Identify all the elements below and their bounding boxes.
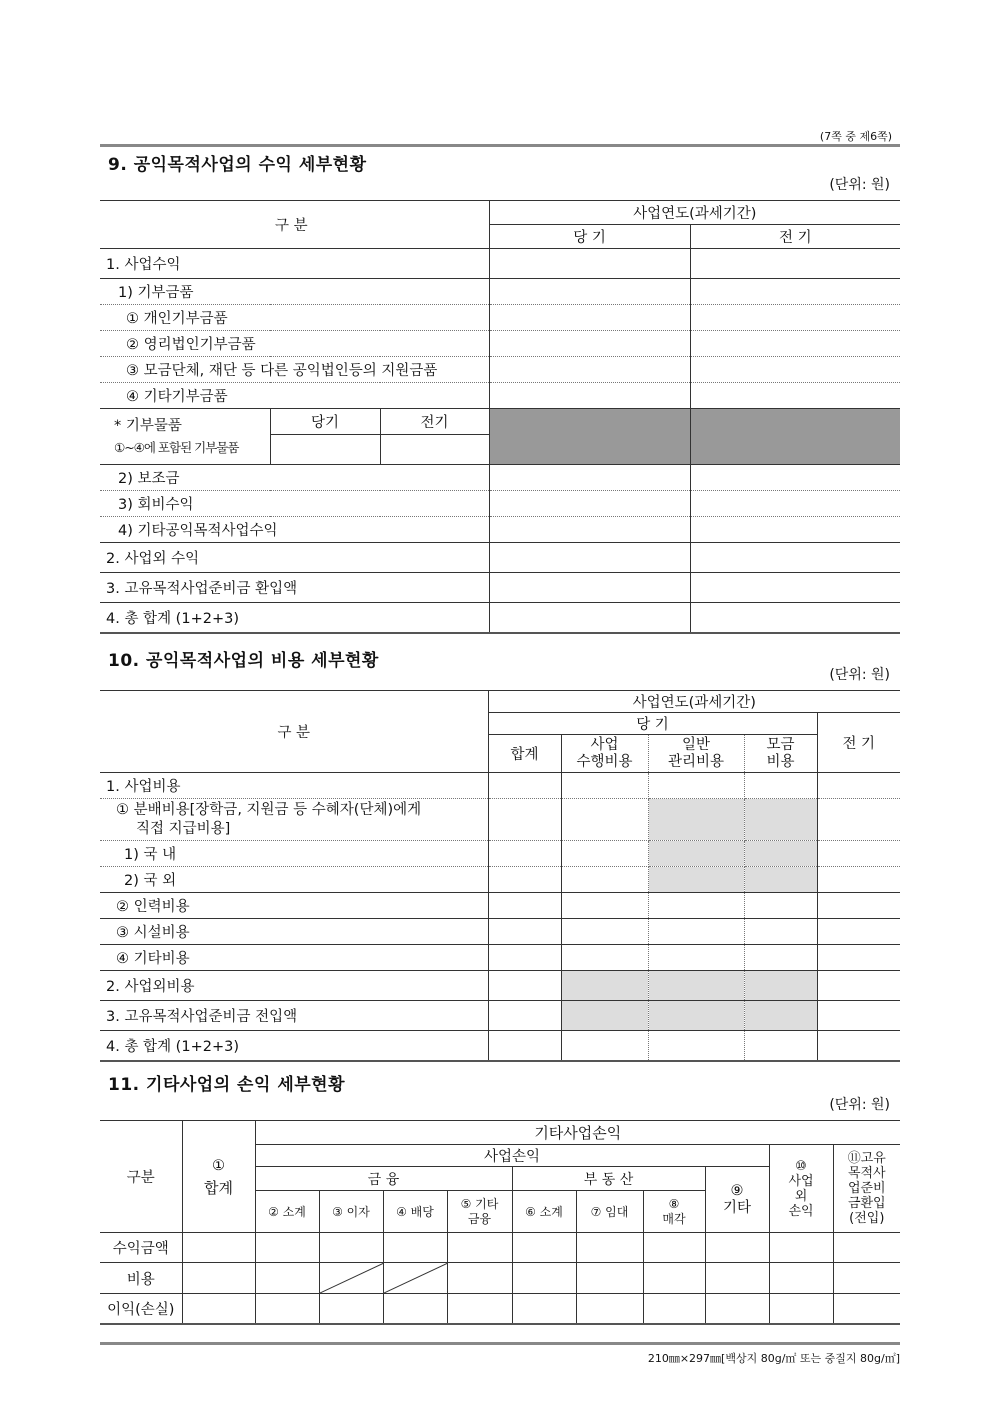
col8-num: ⑧ — [668, 1196, 680, 1211]
row-subsidy: 2) 보조금 — [100, 465, 489, 491]
header-current: 당 기 — [489, 225, 690, 249]
cell-input[interactable] — [383, 1294, 447, 1324]
expense-table — [100, 690, 900, 1062]
cell-input[interactable] — [576, 1263, 643, 1294]
cell-input[interactable] — [648, 919, 744, 945]
col5-l2: 금융 — [467, 1211, 492, 1226]
col11-l1: ⑪고유 — [847, 1151, 886, 1166]
cell-input[interactable] — [489, 357, 690, 383]
header-total-num: ① — [212, 1157, 225, 1174]
cell-input[interactable] — [817, 1031, 900, 1061]
cell-input[interactable] — [561, 773, 648, 799]
col10-l1: 사업 — [788, 1173, 814, 1189]
col10-l3: 손익 — [788, 1203, 814, 1219]
cell-input[interactable] — [817, 799, 900, 841]
cell-input[interactable] — [833, 1233, 900, 1263]
row-facility: ③ 시설비용 — [100, 919, 488, 945]
section9-title: 9. 공익목적사업의 수익 세부현황 — [108, 155, 367, 175]
cell-input[interactable] — [648, 1031, 744, 1061]
cell-input[interactable] — [489, 249, 690, 279]
shaded-cell — [648, 971, 744, 1001]
cell-input[interactable] — [488, 1001, 561, 1031]
cell-input[interactable] — [817, 919, 900, 945]
diagonal-slash — [384, 1263, 448, 1293]
goods-prior-input[interactable] — [380, 435, 489, 465]
cell-input[interactable] — [705, 1294, 769, 1324]
row-membership: 3) 회비수익 — [100, 491, 489, 517]
header-current: 당 기 — [488, 713, 817, 735]
header-prior: 전 기 — [690, 225, 900, 249]
diagonal-cell — [319, 1263, 383, 1294]
cell-input[interactable] — [512, 1294, 576, 1324]
cell-input[interactable] — [255, 1294, 319, 1324]
cell-input[interactable] — [690, 383, 900, 409]
cell-input[interactable] — [817, 773, 900, 799]
shaded-cell — [744, 971, 817, 1001]
cell-input[interactable] — [643, 1294, 705, 1324]
goods-current-header: 당기 — [270, 409, 380, 435]
header-total: 합계 — [204, 1178, 233, 1197]
col9-label: 기타 — [722, 1199, 751, 1216]
cell-input[interactable] — [817, 841, 900, 867]
row-business-revenue: 1. 사업수익 — [100, 249, 489, 279]
header-exec-1: 사업 — [590, 736, 619, 753]
cell-input[interactable] — [512, 1233, 576, 1263]
row-personnel: ② 인력비용 — [100, 893, 488, 919]
row-business-expense: 1. 사업비용 — [100, 773, 488, 799]
cell-input[interactable] — [489, 517, 690, 543]
row-overseas: 2) 국 외 — [100, 867, 488, 893]
cell-input[interactable] — [690, 279, 900, 305]
cell-input[interactable] — [833, 1294, 900, 1324]
col10-l2: 외 — [794, 1188, 808, 1204]
row-profit: 이익(손실) — [100, 1294, 182, 1324]
row-reserve-transfer: 3. 고유목적사업준비금 전입액 — [100, 1001, 488, 1031]
section9-unit: (단위: 원) — [829, 177, 890, 193]
bottom-rule — [100, 1342, 900, 1345]
col8-label: 매각 — [662, 1211, 686, 1226]
col11-l3: 업준비 — [847, 1181, 886, 1196]
col5-l1: ⑤ 기타 — [460, 1196, 499, 1211]
cell-input[interactable] — [705, 1233, 769, 1263]
goods-prior-header: 전기 — [380, 409, 489, 435]
cell-input[interactable] — [744, 773, 817, 799]
section11-unit: (단위: 원) — [829, 1097, 890, 1113]
cell-input[interactable] — [319, 1294, 383, 1324]
row-corporate: ② 영리법인기부금품 — [100, 331, 489, 357]
cell-input[interactable] — [489, 491, 690, 517]
row-other-donations: ④ 기타기부금품 — [100, 383, 489, 409]
header-other-business: 기타사업손익 — [255, 1121, 900, 1145]
cell-input[interactable] — [643, 1233, 705, 1263]
header-gubun: 구 분 — [100, 691, 488, 773]
header-fund-2: 비용 — [766, 753, 795, 770]
header-total: 합계 — [488, 735, 561, 773]
cell-input[interactable] — [690, 517, 900, 543]
cell-input[interactable] — [769, 1294, 833, 1324]
shaded-cell — [561, 1001, 648, 1031]
section10-title: 10. 공익목적사업의 비용 세부현황 — [108, 651, 379, 671]
goods-current-input[interactable] — [270, 435, 380, 465]
cell-input[interactable] — [182, 1233, 255, 1263]
cell-input[interactable] — [648, 893, 744, 919]
cell-input[interactable] — [561, 867, 648, 893]
col11-l4: 금환입 — [847, 1196, 886, 1211]
col10-num: ⑩ — [795, 1158, 807, 1174]
cell-input[interactable] — [561, 799, 648, 841]
row-other-expense: ④ 기타비용 — [100, 945, 488, 971]
cell-input[interactable] — [643, 1263, 705, 1294]
cell-input[interactable] — [489, 573, 690, 603]
shaded-cell — [744, 867, 817, 893]
shaded-cell — [744, 1001, 817, 1031]
shaded-cell — [744, 799, 817, 841]
cell-input[interactable] — [690, 357, 900, 383]
cell-input[interactable] — [576, 1233, 643, 1263]
row-individual: ① 개인기부금품 — [100, 305, 489, 331]
header-year: 사업연도(과세기간) — [488, 691, 900, 713]
header-finance: 금 융 — [255, 1167, 512, 1191]
row-domestic: 1) 국 내 — [100, 841, 488, 867]
cell-input[interactable] — [383, 1233, 447, 1263]
cell-input[interactable] — [648, 773, 744, 799]
row-distribution: ① 분배비용[장학금, 지원금 등 수혜자(단체)에게 — [116, 801, 422, 818]
cell-input[interactable] — [488, 971, 561, 1001]
row-donations: 1) 기부금품 — [100, 279, 489, 305]
cell-input[interactable] — [690, 543, 900, 573]
goods-sublabel: ①~④에 포함된 기부물품 — [114, 439, 239, 455]
header-realestate: 부 동 산 — [512, 1167, 705, 1191]
section11-title: 11. 기타사업의 손익 세부현황 — [108, 1075, 346, 1095]
row-grand-total: 4. 총 합계 (1+2+3) — [100, 603, 489, 633]
cell-input[interactable] — [817, 971, 900, 1001]
top-rule — [100, 144, 900, 147]
cell-input[interactable] — [690, 305, 900, 331]
shaded-cell — [489, 409, 690, 465]
page-indicator: (7쪽 중 제6쪽) — [819, 130, 892, 143]
revenue-table — [100, 200, 900, 634]
shaded-cell — [690, 409, 900, 465]
row-reserve-reversal: 3. 고유목적사업준비금 환입액 — [100, 573, 489, 603]
header-admin-1: 일반 — [681, 736, 710, 753]
cell-input[interactable] — [255, 1263, 319, 1294]
cell-input[interactable] — [690, 603, 900, 633]
cell-input[interactable] — [488, 1031, 561, 1061]
col2-header: ② 소계 — [255, 1191, 319, 1233]
cell-input[interactable] — [489, 279, 690, 305]
col6-header: ⑥ 소계 — [512, 1191, 576, 1233]
cell-input[interactable] — [769, 1233, 833, 1263]
cell-input[interactable] — [489, 543, 690, 573]
diagonal-cell — [383, 1263, 447, 1294]
shaded-cell — [648, 867, 744, 893]
header-year: 사업연도(과세기간) — [489, 201, 900, 225]
cell-input[interactable] — [488, 945, 561, 971]
cell-input[interactable] — [488, 893, 561, 919]
cell-input[interactable] — [319, 1233, 383, 1263]
cell-input[interactable] — [817, 867, 900, 893]
row-distribution-cont: 직접 지급비용] — [136, 820, 231, 837]
diagonal-slash — [320, 1263, 384, 1293]
cell-input[interactable] — [690, 249, 900, 279]
cell-input[interactable] — [690, 491, 900, 517]
header-exec-2: 수행비용 — [576, 753, 633, 770]
cell-input[interactable] — [833, 1263, 900, 1294]
col7-header: ⑦ 임대 — [576, 1191, 643, 1233]
cell-input[interactable] — [561, 945, 648, 971]
cell-input[interactable] — [744, 1031, 817, 1061]
shaded-cell — [744, 841, 817, 867]
col11-l2: 목적사 — [847, 1166, 886, 1181]
cell-input[interactable] — [182, 1294, 255, 1324]
col4-header: ④ 배당 — [383, 1191, 447, 1233]
section10-unit: (단위: 원) — [829, 667, 890, 683]
cell-input[interactable] — [817, 893, 900, 919]
cell-input[interactable] — [489, 331, 690, 357]
cell-input[interactable] — [817, 945, 900, 971]
header-admin-2: 관리비용 — [667, 753, 725, 770]
cell-input[interactable] — [447, 1263, 512, 1294]
header-fund-1: 모금 — [766, 736, 795, 753]
cell-input[interactable] — [488, 919, 561, 945]
cell-input[interactable] — [561, 841, 648, 867]
cell-input[interactable] — [817, 1001, 900, 1031]
shaded-cell — [561, 971, 648, 1001]
shaded-cell — [648, 1001, 744, 1031]
header-prior: 전 기 — [817, 713, 900, 773]
header-gubun: 구 분 — [100, 201, 489, 249]
header-gubun: 구분 — [100, 1121, 182, 1233]
cell-input[interactable] — [488, 841, 561, 867]
cell-input[interactable] — [488, 867, 561, 893]
cell-input[interactable] — [447, 1233, 512, 1263]
cell-input[interactable] — [744, 919, 817, 945]
cell-input[interactable] — [690, 573, 900, 603]
cell-input[interactable] — [489, 603, 690, 633]
cell-input[interactable] — [489, 383, 690, 409]
cell-input[interactable] — [769, 1263, 833, 1294]
row-revenue: 수익금액 — [100, 1233, 182, 1263]
col3-header: ③ 이자 — [319, 1191, 383, 1233]
shaded-cell — [648, 799, 744, 841]
other-business-table — [100, 1120, 900, 1325]
shaded-cell — [648, 841, 744, 867]
cell-input[interactable] — [576, 1294, 643, 1324]
cell-input[interactable] — [744, 893, 817, 919]
row-fundraising-org: ③ 모금단체, 재단 등 다른 공익법인등의 지원금품 — [100, 357, 489, 383]
cell-input[interactable] — [705, 1263, 769, 1294]
cell-input[interactable] — [488, 773, 561, 799]
cell-input[interactable] — [648, 945, 744, 971]
cell-input[interactable] — [512, 1263, 576, 1294]
row-expense: 비용 — [100, 1263, 182, 1294]
cell-input[interactable] — [255, 1233, 319, 1263]
row-non-business: 2. 사업외 수익 — [100, 543, 489, 573]
col9-num: ⑨ — [730, 1182, 744, 1199]
row-grand-total: 4. 총 합계 (1+2+3) — [100, 1031, 488, 1061]
cell-input[interactable] — [690, 465, 900, 491]
cell-input[interactable] — [182, 1263, 255, 1294]
col11-l5: (전입) — [849, 1211, 885, 1226]
cell-input[interactable] — [488, 799, 561, 841]
cell-input[interactable] — [561, 919, 648, 945]
cell-input[interactable] — [690, 331, 900, 357]
header-business: 사업손익 — [255, 1145, 769, 1167]
row-non-business-expense: 2. 사업외비용 — [100, 971, 488, 1001]
cell-input[interactable] — [561, 893, 648, 919]
goods-label: * 기부물품 — [114, 417, 182, 434]
row-other-public: 4) 기타공익목적사업수익 — [100, 517, 489, 543]
paper-spec: 210㎜×297㎜[백상지 80g/㎡ 또는 중질지 80g/㎡] — [647, 1352, 900, 1365]
cell-input[interactable] — [561, 1031, 648, 1061]
cell-input[interactable] — [489, 465, 690, 491]
cell-input[interactable] — [447, 1294, 512, 1324]
cell-input[interactable] — [744, 945, 817, 971]
cell-input[interactable] — [489, 305, 690, 331]
